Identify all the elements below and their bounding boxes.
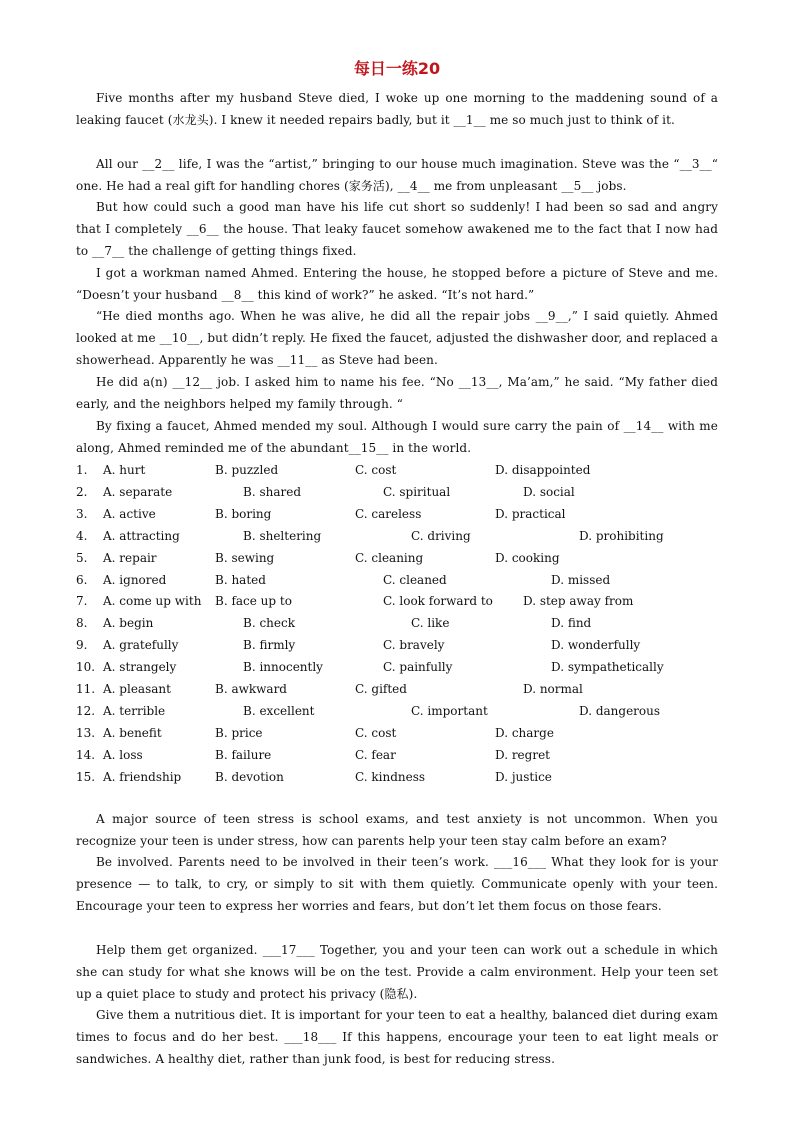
option-row [76, 723, 736, 743]
option-choice: C. driving [411, 528, 471, 543]
option-choice: D. cooking [495, 550, 560, 565]
passage1-para-1: Five months after my husband Steve died, I woke up one morning to the maddening sound of a leaking faucet (水龙头). I knew it needed repairs badly, but it __1__ me so much just to think of it. [76, 91, 718, 127]
option-row [76, 570, 736, 590]
option-choice: D. regret [495, 747, 551, 762]
option-choice: D. charge [495, 725, 554, 740]
passage1-para-2: All our __2__ life, I was the “artist,” bringing to our house much imagination. Steve was the “__3__“ one. He had a real gift for handling chores (家务活), __4__ me from unpleasant __5__ jobs. [76, 157, 718, 193]
option-choice: A. terrible [103, 703, 166, 718]
option-row [76, 635, 736, 655]
option-choice: D. dangerous [579, 703, 661, 718]
option-choice: C. painfully [383, 660, 453, 675]
option-choice: A. gratefully [103, 638, 179, 653]
option-choice: D. social [523, 484, 575, 499]
question-number: 14. [76, 747, 96, 762]
option-choice: D. find [551, 616, 592, 631]
option-choice: D. missed [551, 572, 611, 587]
option-choice: B. sewing [215, 550, 275, 565]
option-choice: C. important [411, 703, 488, 718]
question-number: 6. [76, 572, 88, 587]
option-choice: C. look forward to [383, 594, 493, 609]
option-choice: B. price [215, 725, 263, 740]
option-choice: C. cost [355, 725, 397, 740]
question-number: 3. [76, 506, 88, 521]
question-number: 12. [76, 703, 96, 718]
option-row [76, 482, 736, 502]
option-choice: C. cost [355, 463, 397, 477]
question-number: 11. [76, 682, 96, 696]
passage1-para-7: By fixing a faucet, Ahmed mended my soul. Although I would sure carry the pain of __14__ with me along, Ahmed reminded me of the abundant__15__ in the world. [76, 419, 718, 455]
option-choice: A. active [103, 506, 156, 521]
passage1-para-3: But how could such a good man have his life cut short so suddenly! I had been so sad and angry that I completely __6__ the house. That leaky faucet somehow awakened me to the fact that I now had to __7__ the challenge of getting things fixed. [76, 200, 718, 258]
option-choice: C. spiritual [383, 484, 451, 499]
question-number: 1. [76, 463, 88, 477]
option-choice: A. pleasant [103, 682, 171, 696]
option-choice: B. innocently [243, 660, 323, 675]
passage1-para-6: He did a(n) __12__ job. I asked him to name his fee. “No __13__, Ma’am,” he said. “My father died early, and the neighbors helped my family through. “ [76, 375, 718, 411]
option-choice: A. strangely [103, 660, 177, 675]
option-choice: A. separate [103, 484, 173, 499]
option-choice: C. fear [355, 747, 396, 762]
option-choice: A. repair [103, 550, 157, 565]
option-row [76, 504, 736, 524]
question-number: 10. [76, 660, 96, 675]
option-choice: D. disappointed [495, 463, 591, 477]
option-choice: A. begin [103, 616, 154, 631]
option-choice: A. benefit [103, 725, 162, 740]
option-choice: A. hurt [103, 463, 146, 477]
option-choice: A. loss [103, 747, 143, 762]
option-row [76, 745, 736, 765]
option-choice: B. boring [215, 506, 272, 521]
option-choice: A. friendship [103, 769, 182, 784]
option-choice: B. puzzled [215, 463, 279, 477]
option-row [76, 767, 736, 787]
option-row [76, 613, 736, 633]
question-number: 15. [76, 769, 96, 784]
option-choice: D. justice [495, 769, 552, 784]
option-row [76, 591, 736, 611]
option-choice: B. firmly [243, 638, 296, 653]
question-number: 8. [76, 616, 88, 631]
option-choice: D. step away from [523, 594, 634, 609]
question-number: 7. [76, 594, 88, 609]
question-number: 9. [76, 638, 88, 653]
question-number: 13. [76, 725, 96, 740]
passage2-para-4: Give them a nutritious diet. It is important for your teen to eat a healthy, balanced diet during exam times to focus and do her best. ___18___ If this happens, encourage your teen to eat light meals or sandwiches. A healthy diet, rather than junk food, is best for reducing stress. [76, 1008, 718, 1066]
option-row [76, 679, 736, 699]
option-choice: C. gifted [355, 682, 407, 696]
option-choice: B. awkward [215, 682, 287, 696]
question-number: 5. [76, 550, 88, 565]
option-choice: B. failure [215, 747, 272, 762]
question-number: 2. [76, 484, 88, 499]
option-row [76, 701, 736, 721]
passage2-para-1: A major source of teen stress is school exams, and test anxiety is not uncommon. When you recognize your teen is under stress, how can parents help your teen stay calm before an exam? [76, 812, 718, 848]
option-choice: B. devotion [215, 769, 284, 784]
passage2-para-2: Be involved. Parents need to be involved in their teen’s work. ___16___ What they look for is your presence — to talk, to cry, or simply to sit with them quietly. Communicate openly with your teen. Encourage your teen to express her worries and fears, but don’t let them focus on those fears. [76, 855, 718, 913]
option-choice: B. check [243, 616, 295, 631]
option-choice: D. sympathetically [551, 660, 664, 675]
option-choice: D. normal [523, 682, 583, 696]
option-choice: C. cleaning [355, 550, 424, 565]
option-choice: B. excellent [243, 703, 315, 718]
option-choice: C. cleaned [383, 572, 447, 587]
option-choice: A. ignored [103, 572, 167, 587]
page-title: 每日一练20 [353, 59, 441, 78]
option-choice: D. practical [495, 506, 566, 521]
option-row [76, 548, 736, 568]
option-choice: C. careless [355, 506, 422, 521]
option-choice: A. attracting [103, 528, 180, 543]
passage1-para-5: “He died months ago. When he was alive, he did all the repair jobs __9__,” I said quietly. Ahmed looked at me __10__, but didn’t reply. He fixed the faucet, adjusted the dishwasher door, and replaced a showerhead. Apparently he was __11__ as Steve had been. [76, 309, 718, 367]
option-row [76, 460, 736, 480]
option-choice: C. bravely [383, 638, 445, 653]
option-row [76, 657, 736, 677]
option-choice: B. shared [243, 484, 302, 499]
option-choice: B. sheltering [243, 528, 322, 543]
option-choice: D. wonderfully [551, 638, 641, 653]
option-choice: A. come up with [103, 594, 202, 609]
option-choice: D. prohibiting [579, 528, 664, 543]
option-choice: B. hated [215, 572, 266, 587]
passage1-para-4: I got a workman named Ahmed. Entering the house, he stopped before a picture of Steve and me. “Doesn’t your husband __8__ this kind of work?” he asked. “It’s not hard.” [76, 266, 718, 302]
option-row [76, 526, 736, 546]
option-choice: C. like [411, 616, 450, 631]
question-number: 4. [76, 528, 88, 543]
option-choice: C. kindness [355, 769, 426, 784]
option-choice: B. face up to [215, 594, 292, 609]
passage2-para-3: Help them get organized. ___17___ Together, you and your teen can work out a schedule in which she can study for what she knows will be on the test. Provide a calm environment. Help your teen set up a quiet place to study and protect his privacy (隐私). [76, 943, 718, 1001]
